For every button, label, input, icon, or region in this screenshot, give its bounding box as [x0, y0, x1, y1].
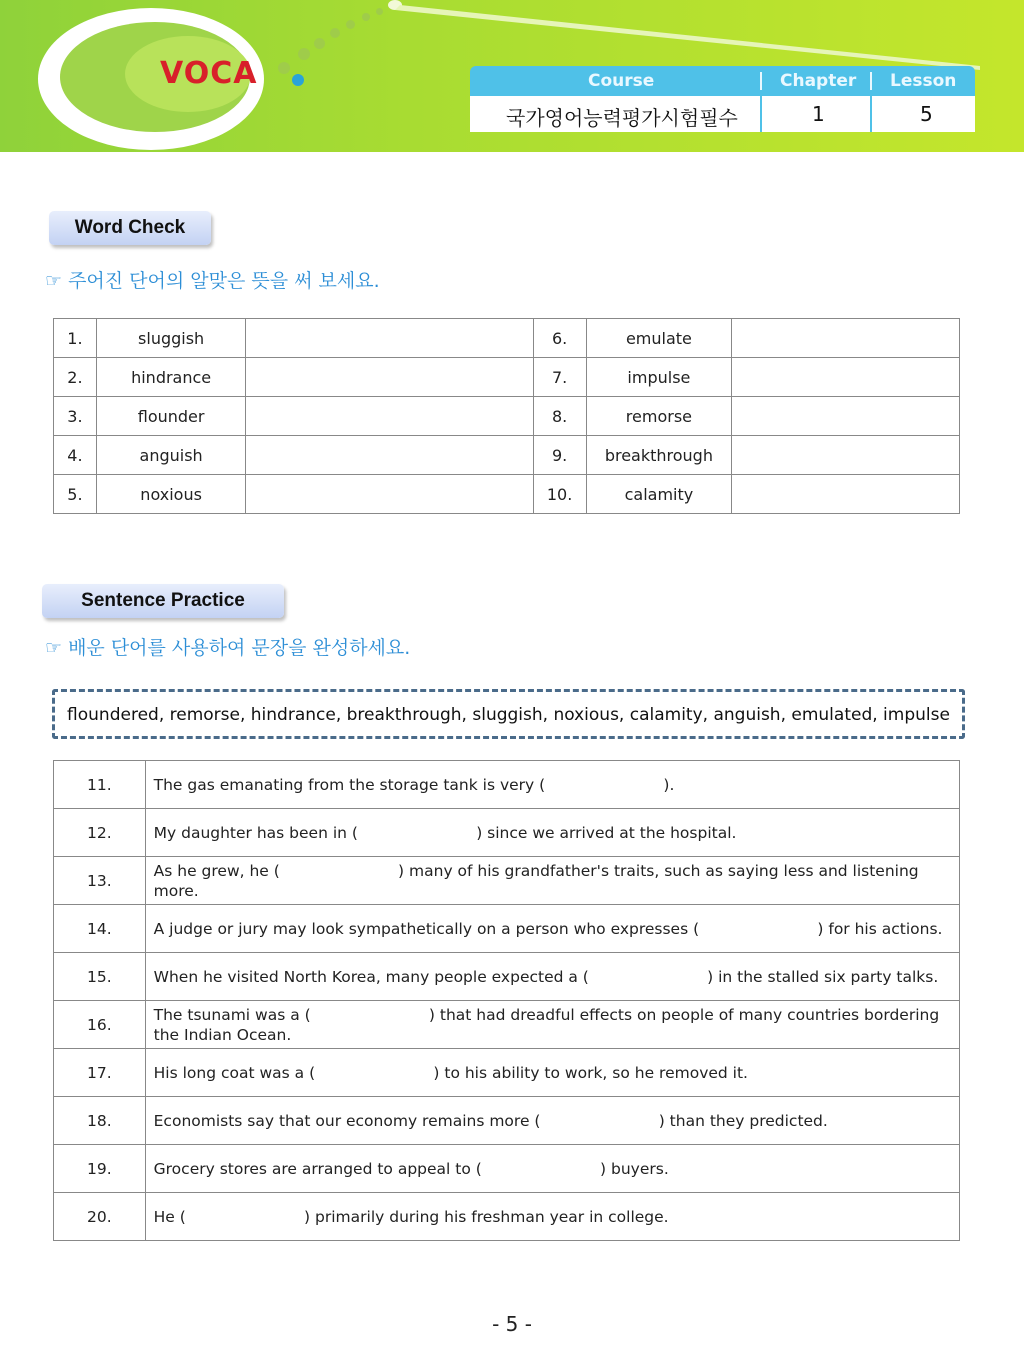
course-info-header	[470, 66, 975, 96]
sentence-number: 11.	[54, 761, 146, 809]
meaning-blank[interactable]	[246, 475, 533, 514]
sentence-number: 12.	[54, 809, 146, 857]
word-number: 8.	[533, 397, 586, 436]
word-number: 6.	[533, 319, 586, 358]
course-label: Course	[588, 71, 655, 91]
meaning-blank[interactable]	[732, 436, 960, 475]
word-item: calamity	[586, 475, 732, 514]
word-item: flounder	[96, 397, 246, 436]
decor-dot	[278, 62, 290, 74]
course-info-box	[470, 66, 975, 132]
sentence-number: 20.	[54, 1193, 146, 1241]
sentence-row	[54, 953, 960, 1001]
meaning-blank[interactable]	[732, 358, 960, 397]
decor-dot	[376, 8, 383, 15]
sentence-number: 19.	[54, 1145, 146, 1193]
sentence-practice-instruction: ☞ 배운 단어를 사용하여 문장을 완성하세요.	[45, 637, 411, 659]
word-number: 2.	[54, 358, 97, 397]
word-check-instruction: ☞ 주어진 단어의 알맞은 뜻을 써 보세요.	[45, 270, 380, 292]
sentence-row	[54, 1097, 960, 1145]
course-info-values	[470, 96, 975, 132]
word-number: 7.	[533, 358, 586, 397]
decor-dot	[330, 28, 340, 38]
sentence-row	[54, 1145, 960, 1193]
decor-dot	[362, 13, 370, 21]
word-check-row	[54, 319, 960, 358]
sentence-row	[54, 1049, 960, 1097]
decor-dot	[314, 38, 325, 49]
sentence-number: 18.	[54, 1097, 146, 1145]
meaning-blank[interactable]	[732, 319, 960, 358]
word-item: hindrance	[96, 358, 246, 397]
voca-logo: VOCA	[160, 56, 258, 91]
sentence-number: 14.	[54, 905, 146, 953]
meaning-blank[interactable]	[732, 397, 960, 436]
meaning-blank[interactable]	[246, 358, 533, 397]
decor-dot	[346, 20, 355, 29]
word-check-title: Word Check	[49, 211, 211, 245]
lesson-label: Lesson	[890, 71, 957, 91]
word-number: 5.	[54, 475, 97, 514]
word-item: remorse	[586, 397, 732, 436]
header-banner	[0, 0, 1024, 152]
chapter-value: 1	[812, 102, 825, 126]
sentence-number: 17.	[54, 1049, 146, 1097]
word-item: emulate	[586, 319, 732, 358]
sentence-text: My daughter has been in ( ) since we arrived at the hospital.	[145, 809, 959, 857]
sentence-row	[54, 857, 960, 905]
decor-dot-blue	[292, 74, 304, 86]
meaning-blank[interactable]	[246, 397, 533, 436]
chapter-label: Chapter	[780, 71, 857, 91]
sentence-text: The gas emanating from the storage tank is very ( ).	[145, 761, 959, 809]
word-number: 3.	[54, 397, 97, 436]
word-item: impulse	[586, 358, 732, 397]
sentence-row	[54, 1001, 960, 1049]
word-check-row	[54, 436, 960, 475]
word-check-row	[54, 358, 960, 397]
sentence-text: As he grew, he ( ) many of his grandfather's traits, such as saying less and listening more.	[145, 857, 959, 905]
sentence-text: His long coat was a ( ) to his ability to work, so he removed it.	[145, 1049, 959, 1097]
sentence-text: The tsunami was a ( ) that had dreadful effects on people of many countries bordering the Indian Ocean.	[145, 1001, 959, 1049]
meaning-blank[interactable]	[732, 475, 960, 514]
header-divider	[870, 72, 872, 90]
sentence-practice-table	[53, 760, 960, 1241]
word-bank: floundered, remorse, hindrance, breakthrough, sluggish, noxious, calamity, anguish, emulated, impulse	[52, 689, 965, 739]
word-check-row	[54, 475, 960, 514]
course-value: 국가영어능력평가시험필수	[506, 106, 738, 130]
sentence-number: 13.	[54, 857, 146, 905]
header-divider	[760, 72, 762, 90]
value-divider	[760, 96, 762, 132]
decor-streak	[395, 0, 985, 70]
sentence-text: Economists say that our economy remains more ( ) than they predicted.	[145, 1097, 959, 1145]
meaning-blank[interactable]	[246, 319, 533, 358]
word-item: sluggish	[96, 319, 246, 358]
word-check-row	[54, 397, 960, 436]
word-number: 1.	[54, 319, 97, 358]
sentence-row	[54, 809, 960, 857]
sentence-text: He ( ) primarily during his freshman year in college.	[145, 1193, 959, 1241]
sentence-practice-title: Sentence Practice	[42, 584, 284, 618]
sentence-text: Grocery stores are arranged to appeal to ( ) buyers.	[145, 1145, 959, 1193]
word-item: noxious	[96, 475, 246, 514]
word-number: 4.	[54, 436, 97, 475]
value-divider	[870, 96, 872, 132]
word-item: anguish	[96, 436, 246, 475]
sentence-text: When he visited North Korea, many people expected a ( ) in the stalled six party talks.	[145, 953, 959, 1001]
sentence-row	[54, 1193, 960, 1241]
lesson-value: 5	[920, 102, 933, 126]
decor-dot	[298, 48, 310, 60]
word-check-table	[53, 318, 960, 514]
sentence-text: A judge or jury may look sympathetically on a person who expresses ( ) for his actions.	[145, 905, 959, 953]
sentence-number: 16.	[54, 1001, 146, 1049]
page-number: - 5 -	[492, 1312, 532, 1336]
sentence-row	[54, 905, 960, 953]
meaning-blank[interactable]	[246, 436, 533, 475]
sentence-number: 15.	[54, 953, 146, 1001]
word-number: 10.	[533, 475, 586, 514]
sentence-row	[54, 761, 960, 809]
word-number: 9.	[533, 436, 586, 475]
word-item: breakthrough	[586, 436, 732, 475]
